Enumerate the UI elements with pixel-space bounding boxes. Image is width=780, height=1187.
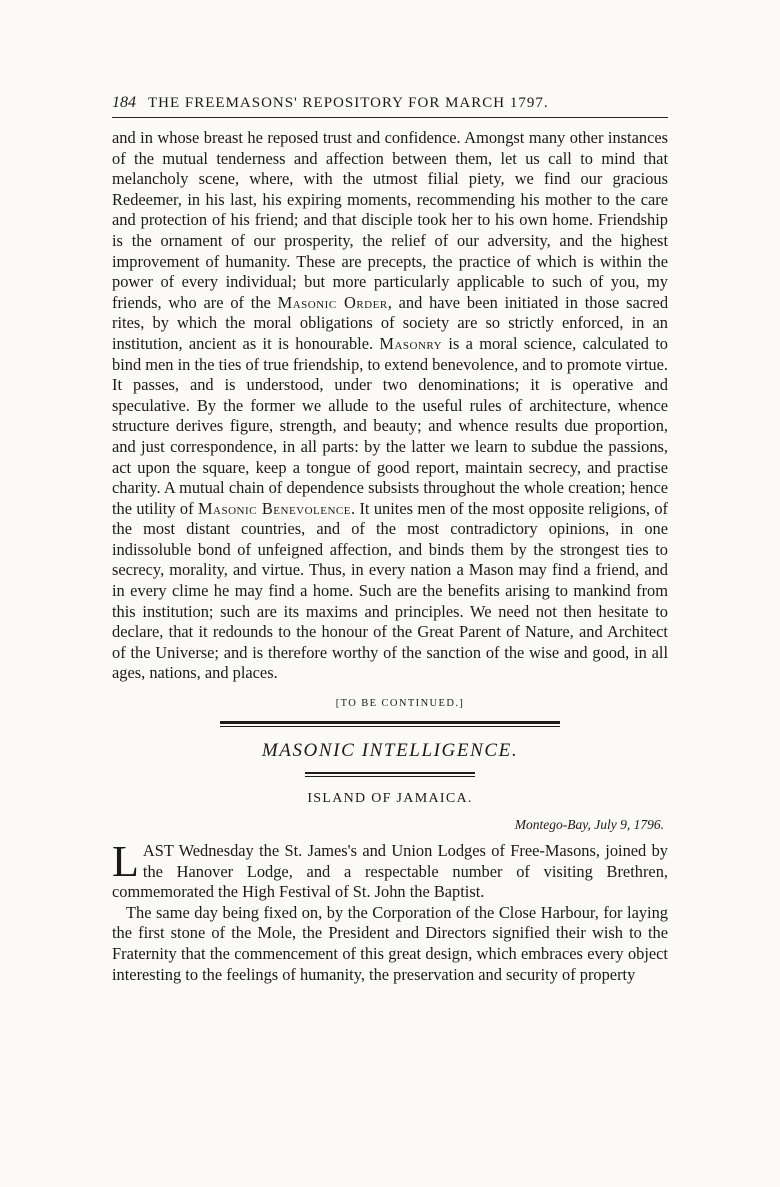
page-number: 184 — [112, 94, 136, 111]
dateline: Montego-Bay, July 9, 1796. — [514, 817, 664, 833]
masonry-term: Masonry — [379, 333, 443, 353]
article-paragraph — [112, 903, 668, 985]
to-be-continued: [TO BE CONTINUED.] — [335, 698, 465, 710]
running-head — [112, 94, 668, 118]
article-text — [112, 837, 668, 985]
section-divider — [220, 721, 560, 724]
section-title: MASONIC INTELLIGENCE. — [261, 740, 519, 762]
masonic-benevolence-term: Masonic Benevolence — [197, 498, 351, 518]
title-rule-thin — [305, 776, 475, 777]
essay-text — [112, 128, 668, 684]
masonic-order-term: Masonic Order — [277, 292, 388, 312]
essay-text-part: is a moral science, calculated to bind men in the ties of true friendship, to extend benevolence, and to promote virtue. It passes, and is understood, under two denominations; it is operative and speculative. By the former we allude to the useful rules of architecture, whence structure derives figure, strength, and beauty; and whence results due proportion, and just correspondence, in all parts: by the latter we learn to subdue the passions, act upon the square, keep a tongue of good report, maintain secrecy, and practise charity. A mutual chain of dependence subsists throughout the whole creation; hence the utility of — [112, 333, 668, 518]
drop-cap: L — [112, 837, 139, 887]
article-paragraph-text: The same day being fixed on, by the Corporation of the Close Harbour, for laying the first stone of the Mole, the President and Directors signified their wish to the Fraternity that the commencement of this great design, which embraces every object interesting to the feelings of humanity, the preservation and security of property — [112, 902, 668, 984]
essay-paragraph — [112, 128, 668, 684]
essay-text-part: and in whose breast he reposed trust and confidence. Amongst many other instances of the mutual tenderness and affection between them, let us call to mind that melancholy scene, where, with the utmost filial piety, we find our gracious Redeemer, in his last, his expiring moments, recommending his mother to the care and protection of his friend; and that disciple took her to his own home. Friendship is the ornament of our prosperity, the relief of our adversity, and the highest improvement of humanity. These are precepts, the practice of which is within the power of every individual; but more particularly applicable to such of you, my friends, who are of the — [112, 128, 668, 312]
article-paragraph — [112, 837, 668, 903]
section-divider-thin — [220, 726, 560, 727]
article-paragraph-text: AST Wednesday the St. James's and Union Lodges of Free-Masons, joined by the Hanover Lodge, and a respectable number of visiting Brethren, commemorated the High Festival of St. John the Baptist. — [112, 841, 668, 902]
journal-title: THE FREEMASONS' REPOSITORY FOR MARCH 1797. — [148, 95, 549, 111]
title-rule — [305, 772, 475, 774]
section-subtitle: ISLAND OF JAMAICA. — [307, 791, 473, 807]
page — [112, 94, 668, 985]
essay-text-part: . It unites men of the most opposite religions, of the most distant countries, and of the most contradictory opinions, in one indissoluble bond of unfeigned affection, and binds them by the strongest ties to secrecy, morality, and virtue. Thus, in every nation a Mason may find a friend, and in every clime he may find a home. Such are the benefits arising to mankind from this institution; such are its maxims and principles. We need not then hesitate to declare, that it redounds to the honour of the Great Parent of Nature, and Architect of the Universe; and is therefore worthy of the sanction of the wise and good, in all ages, nations, and places. — [112, 498, 669, 683]
essay-text-part: , and have been initiated in those sacred rites, by which the moral obligations of society are so strictly enforced, in an institution, ancient as it is honourable. — [112, 292, 669, 353]
